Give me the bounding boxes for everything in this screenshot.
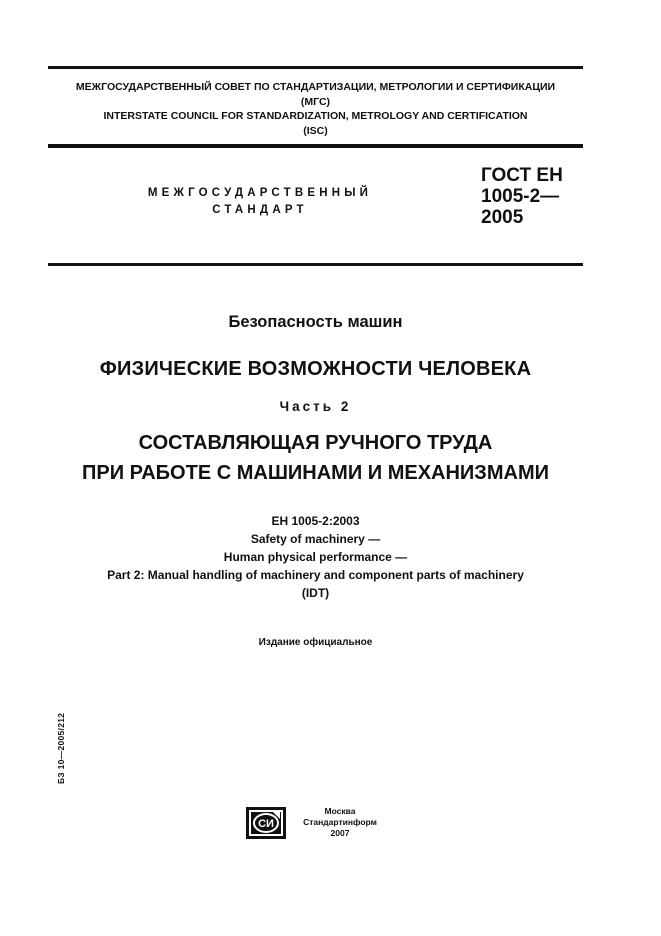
publisher-name: Стандартинформ [303,817,377,827]
council-header [48,80,583,138]
side-code: БЗ 10—2005/212 [56,712,66,784]
main-title: ФИЗИЧЕСКИЕ ВОЗМОЖНОСТИ ЧЕЛОВЕКА [99,358,532,380]
publisher-year: 2007 [330,828,350,838]
subtitle [48,428,583,488]
standard-type-line1: МЕЖГОСУДАРСТВЕННЫЙ [147,187,373,199]
logo-text: СИ [258,818,274,830]
publisher-logo [246,807,286,839]
designation-rule [48,263,583,266]
english-reference [48,512,583,602]
council-en-name: INTERSTATE COUNCIL FOR STANDARDIZATION, METROLOGY AND CERTIFICATION [103,110,528,122]
gost-line2: 1005-2— [481,186,560,207]
council-ru-abbr: (МГС) [300,95,331,108]
gost-designation [481,165,591,228]
top-rule [48,66,583,69]
council-rule [48,144,583,148]
publisher-city: Москва [324,806,356,816]
council-ru-name: МЕЖГОСУДАРСТВЕННЫЙ СОВЕТ ПО СТАНДАРТИЗАЦИИ, МЕТРОЛОГИИ И СЕРТИФИКАЦИИ [75,81,556,93]
part-label: Часть 2 [279,399,352,414]
subject-title: Безопасность машин [228,313,403,331]
subtitle-line2: ПРИ РАБОТЕ С МАШИНАМИ И МЕХАНИЗМАМИ [82,462,549,484]
gost-line3: 2005 [481,207,524,228]
english-line1: Safety of machinery — [250,532,381,546]
publisher-block [292,806,388,839]
official-edition: Издание официальное [258,637,373,648]
english-line3: Part 2: Manual handling of machinery and component parts of machinery [107,568,524,582]
subtitle-line1: СОСТАВЛЯЮЩАЯ РУЧНОГО ТРУДА [138,432,493,454]
council-en-abbr: (ISC) [303,124,328,137]
standartinform-logo-icon [246,807,286,839]
english-code: ЕН 1005-2:2003 [271,514,360,528]
english-line4: (IDT) [301,586,330,600]
english-line2: Human physical performance — [223,550,408,564]
standard-type-label [130,185,390,219]
gost-line1: ГОСТ ЕН [481,165,563,186]
standard-type-line2: СТАНДАРТ [212,204,308,216]
